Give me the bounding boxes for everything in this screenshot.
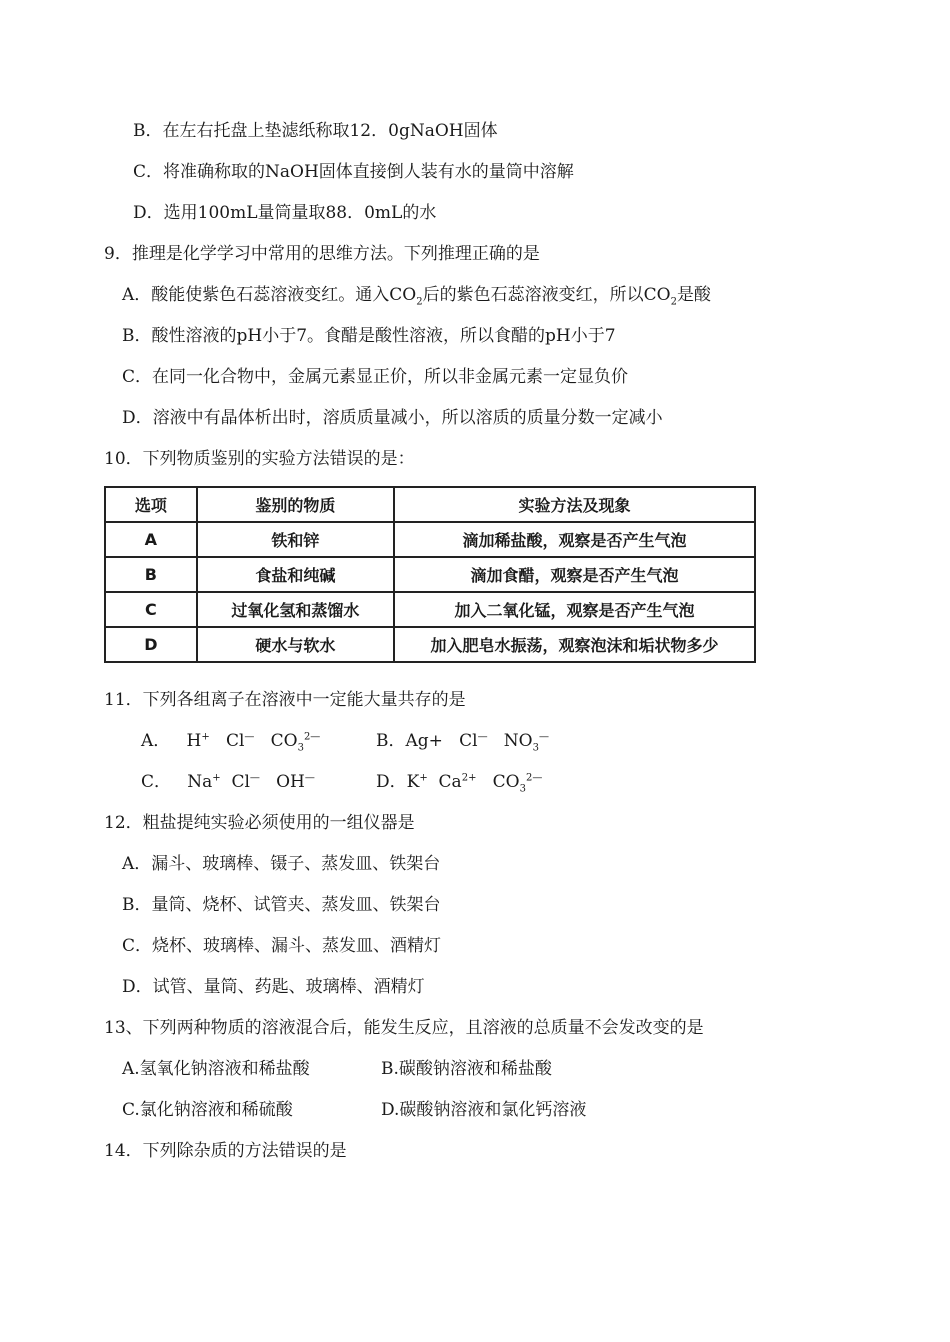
q9-option-d: D．溶液中有晶体析出时，溶质质量减小，所以溶质的质量分数一定减小 xyxy=(122,408,663,428)
q10-stem: 10．下列物质鉴别的实验方法错误的是： xyxy=(104,449,415,469)
table-row xyxy=(105,522,755,557)
q13-option-c: C.氯化钠溶液和稀硫酸 xyxy=(122,1100,293,1120)
q8-option-d: D．选用100mL量筒量取88．0mL的水 xyxy=(133,203,437,223)
header-substance: 鉴别的物质 xyxy=(197,487,394,522)
q12-stem: 12．粗盐提纯实验必须使用的一组仪器是 xyxy=(104,813,415,833)
q13-option-a: A.氢氧化钠溶液和稀盐酸 xyxy=(122,1059,310,1079)
table-row xyxy=(105,627,755,662)
q11-option-a: A． H+ Cl— $CO_3^{2—}$ xyxy=(141,731,321,754)
q11-option-d: D．K+ $Ca^{2+}$ $CO_3^{2—}$ xyxy=(376,772,543,795)
table-cell: 硬水与软水 xyxy=(197,627,394,662)
q10-table xyxy=(104,486,756,663)
table-cell: 过氧化氢和蒸馏水 xyxy=(197,592,394,627)
table-row xyxy=(105,557,755,592)
table-row xyxy=(105,592,755,627)
table-cell: B xyxy=(105,557,197,592)
table-cell: 滴加稀盐酸，观察是否产生气泡 xyxy=(394,522,755,557)
table-cell: 加入肥皂水振荡，观察泡沫和垢状物多少 xyxy=(394,627,755,662)
q8-option-c: C．将准确称取的NaOH固体直接倒人装有水的量筒中溶解 xyxy=(133,162,574,182)
q11-option-b: B．Ag+ Cl— $NO_3^—$ xyxy=(376,731,549,754)
q9-option-a: A．酸能使紫色石蕊溶液变红。通入$CO_2$后的紫色石蕊溶液变红，所以$CO_2$是酸 xyxy=(122,285,711,308)
table-cell: A xyxy=(105,522,197,557)
q8-option-b: B．在左右托盘上垫滤纸称取12．0gNaOH固体 xyxy=(133,121,498,141)
q12-option-c: C．烧杯、玻璃棒、漏斗、蒸发皿、酒精灯 xyxy=(122,936,442,956)
q9-option-c: C．在同一化合物中，金属元素显正价，所以非金属元素一定显负价 xyxy=(122,367,629,387)
q14-stem: 14．下列除杂质的方法错误的是 xyxy=(104,1141,347,1161)
q11-stem: 11．下列各组离子在溶液中一定能大量共存的是 xyxy=(104,690,466,710)
q12-option-b: B．量筒、烧杯、试管夹、蒸发皿、铁架台 xyxy=(122,895,441,915)
table-cell: 加入二氧化锰，观察是否产生气泡 xyxy=(394,592,755,627)
table-cell: C xyxy=(105,592,197,627)
header-option: 选项 xyxy=(105,487,197,522)
table-cell: 食盐和纯碱 xyxy=(197,557,394,592)
q11-option-c: C． Na+ Cl— OH— xyxy=(141,772,315,792)
q13-option-b: B.碳酸钠溶液和稀盐酸 xyxy=(381,1059,552,1079)
header-method: 实验方法及现象 xyxy=(394,487,755,522)
q12-option-a: A．漏斗、玻璃棒、镊子、蒸发皿、铁架台 xyxy=(122,854,441,874)
table-cell: 铁和锌 xyxy=(197,522,394,557)
q9-option-b: B．酸性溶液的pH小于7。食醋是酸性溶液，所以食醋的pH小于7 xyxy=(122,326,616,346)
q9-stem: 9．推理是化学学习中常用的思维方法。下列推理正确的是 xyxy=(104,244,540,264)
table-header-row xyxy=(105,487,755,522)
q13-option-d: D.碳酸钠溶液和氯化钙溶液 xyxy=(381,1100,587,1120)
q12-option-d: D．试管、量筒、药匙、玻璃棒、酒精灯 xyxy=(122,977,425,997)
table-cell: 滴加食醋，观察是否产生气泡 xyxy=(394,557,755,592)
q13-stem: 13、下列两种物质的溶液混合后，能发生反应，且溶液的总质量不会发改变的是 xyxy=(104,1018,704,1038)
table-cell: D xyxy=(105,627,197,662)
